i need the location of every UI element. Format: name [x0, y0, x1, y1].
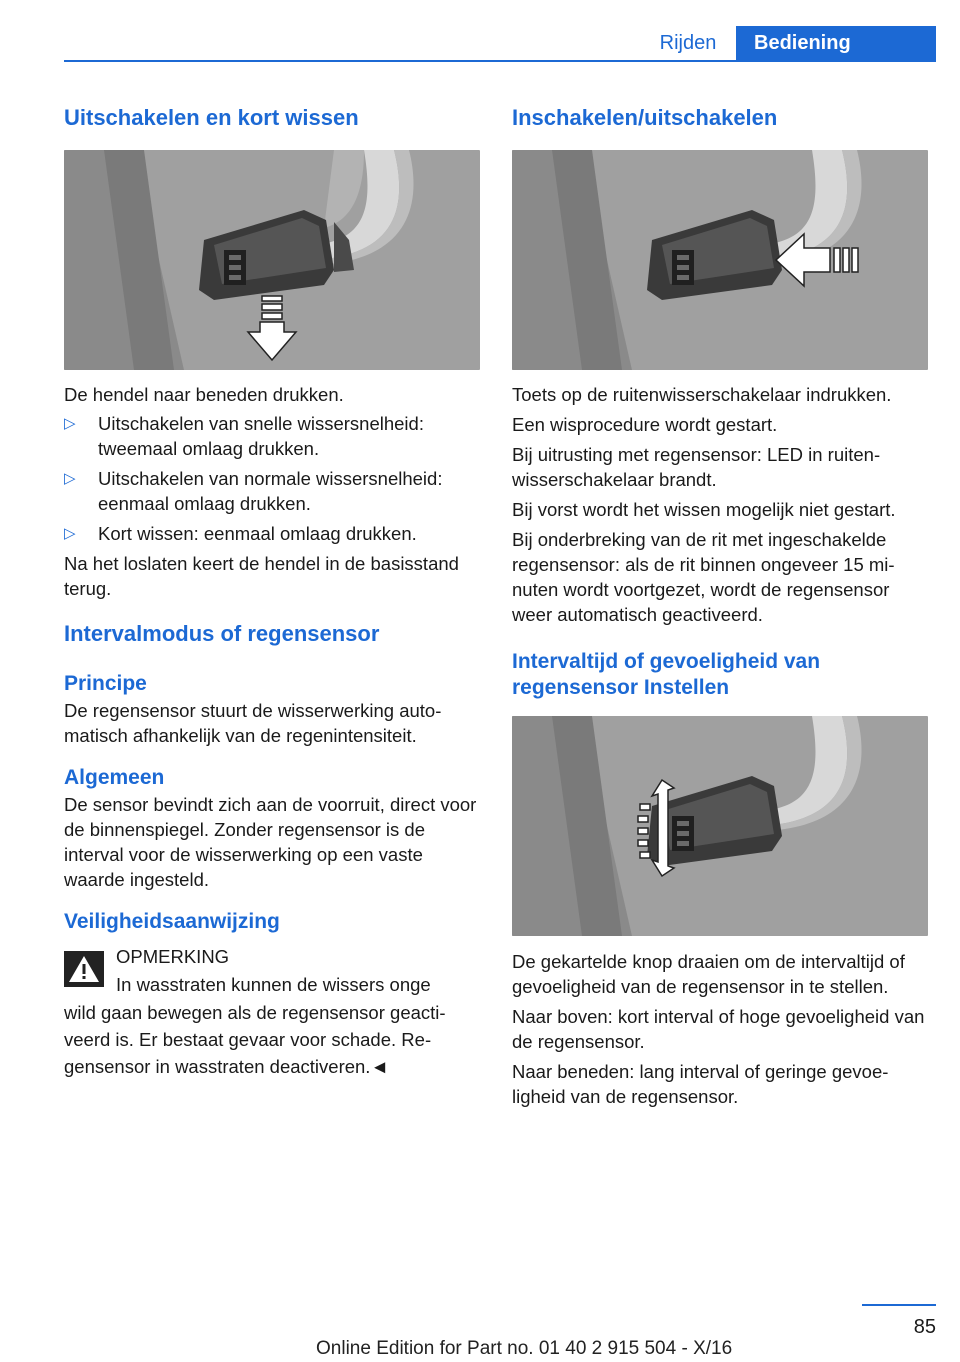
right-column — [512, 100, 928, 1109]
tab-bediening[interactable]: Bediening — [736, 26, 936, 62]
text-onderbreking: Bij onderbreking van de rit met ingeschakelde regensensor: als de rit binnen ongeveer 15 minuten wordt voortgezet, wordt de regensensor weer automatisch geactiveerd. — [512, 529, 895, 625]
footer-rule — [862, 1304, 936, 1306]
text-vorst: Bij vorst wordt het wissen mogelijk niet gestart. — [512, 499, 896, 520]
heading-uitschakelen: Uitschakelen en kort wissen — [64, 105, 359, 130]
footer-edition: Online Edition for Part no. 01 40 2 915 504 - X/16 — [316, 1338, 733, 1359]
text-toets: Toets op de ruitenwisserschakelaar indrukken. — [512, 384, 892, 405]
heading-algemeen: Algemeen — [64, 766, 165, 789]
list-item: ▷ Uitschakelen van normale wissersnelheid: eenmaal omlaag drukken. — [64, 468, 443, 514]
triangle-right-icon: ▷ — [64, 470, 76, 487]
header-rule — [64, 60, 936, 62]
left-column — [64, 100, 480, 1080]
text-naar-beneden: Naar beneden: lang interval of geringe gevoeligheid van de regensensor. — [512, 1061, 889, 1107]
triangle-right-icon: ▷ — [64, 415, 76, 432]
heading-principe: Principe — [64, 672, 147, 695]
text-naar-boven: Naar boven: kort interval of hoge gevoeligheid van de regensensor. — [512, 1006, 925, 1052]
text-principe: De regensensor stuurt de wisserwerking automatisch afhankelijk van de regenintensiteit. — [64, 700, 442, 746]
list-item: ▷ Kort wissen: eenmaal omlaag drukken. — [64, 523, 417, 544]
list-item: ▷ Uitschakelen van snelle wissersnelheid: tweemaal omlaag drukken. — [64, 413, 424, 459]
warning-text: wild gaan bewegen als de regensensor geactiveerd is. Er bestaat gevaar voor schade. Regensensor in wasstraten deactiveren.◄ — [64, 1002, 446, 1077]
bullet-list — [64, 411, 480, 546]
text-press-down: De hendel naar beneden drukken. — [64, 384, 344, 405]
warning-title: OPMERKING — [116, 946, 230, 967]
figure-lever-rotate-knob — [512, 716, 928, 936]
warning-triangle-icon — [64, 951, 104, 987]
triangle-right-icon: ▷ — [64, 525, 76, 542]
tab-rijden[interactable]: Rijden — [659, 32, 717, 54]
text-knop: De gekartelde knop draaien om de intervaltijd of gevoeligheid van de regensensor in te stellen. — [512, 951, 905, 997]
heading-veiligheidsaanwijzing: Veiligheidsaanwijzing — [64, 910, 280, 933]
heading-inschakelen: Inschakelen/uitschakelen — [512, 105, 778, 130]
figure-lever-press-button — [512, 150, 928, 370]
warning-line-1: In wasstraten kunnen de wissers onge — [116, 974, 431, 995]
text-led: Bij uitrusting met regensensor: LED in ruitenwisserschakelaar brandt. — [512, 444, 881, 490]
page-number: 85 — [913, 1316, 936, 1338]
heading-intervalmodus: Intervalmodus of regensensor — [64, 621, 380, 646]
text-wisprocedure: Een wisprocedure wordt gestart. — [512, 414, 778, 435]
text-release: Na het loslaten keert de hendel in de basisstand terug. — [64, 553, 459, 599]
text-algemeen: De sensor bevindt zich aan de voorruit, direct voor de binnenspiegel. Zonder regensensor is de interval voor de wisserwerking op een vaste waarde ingesteld. — [64, 794, 477, 890]
heading-intervaltijd: Intervaltijd of gevoeligheid van regensensor Instellen — [512, 650, 821, 699]
figure-lever-press-down — [64, 150, 480, 370]
warning-note — [64, 943, 480, 1080]
